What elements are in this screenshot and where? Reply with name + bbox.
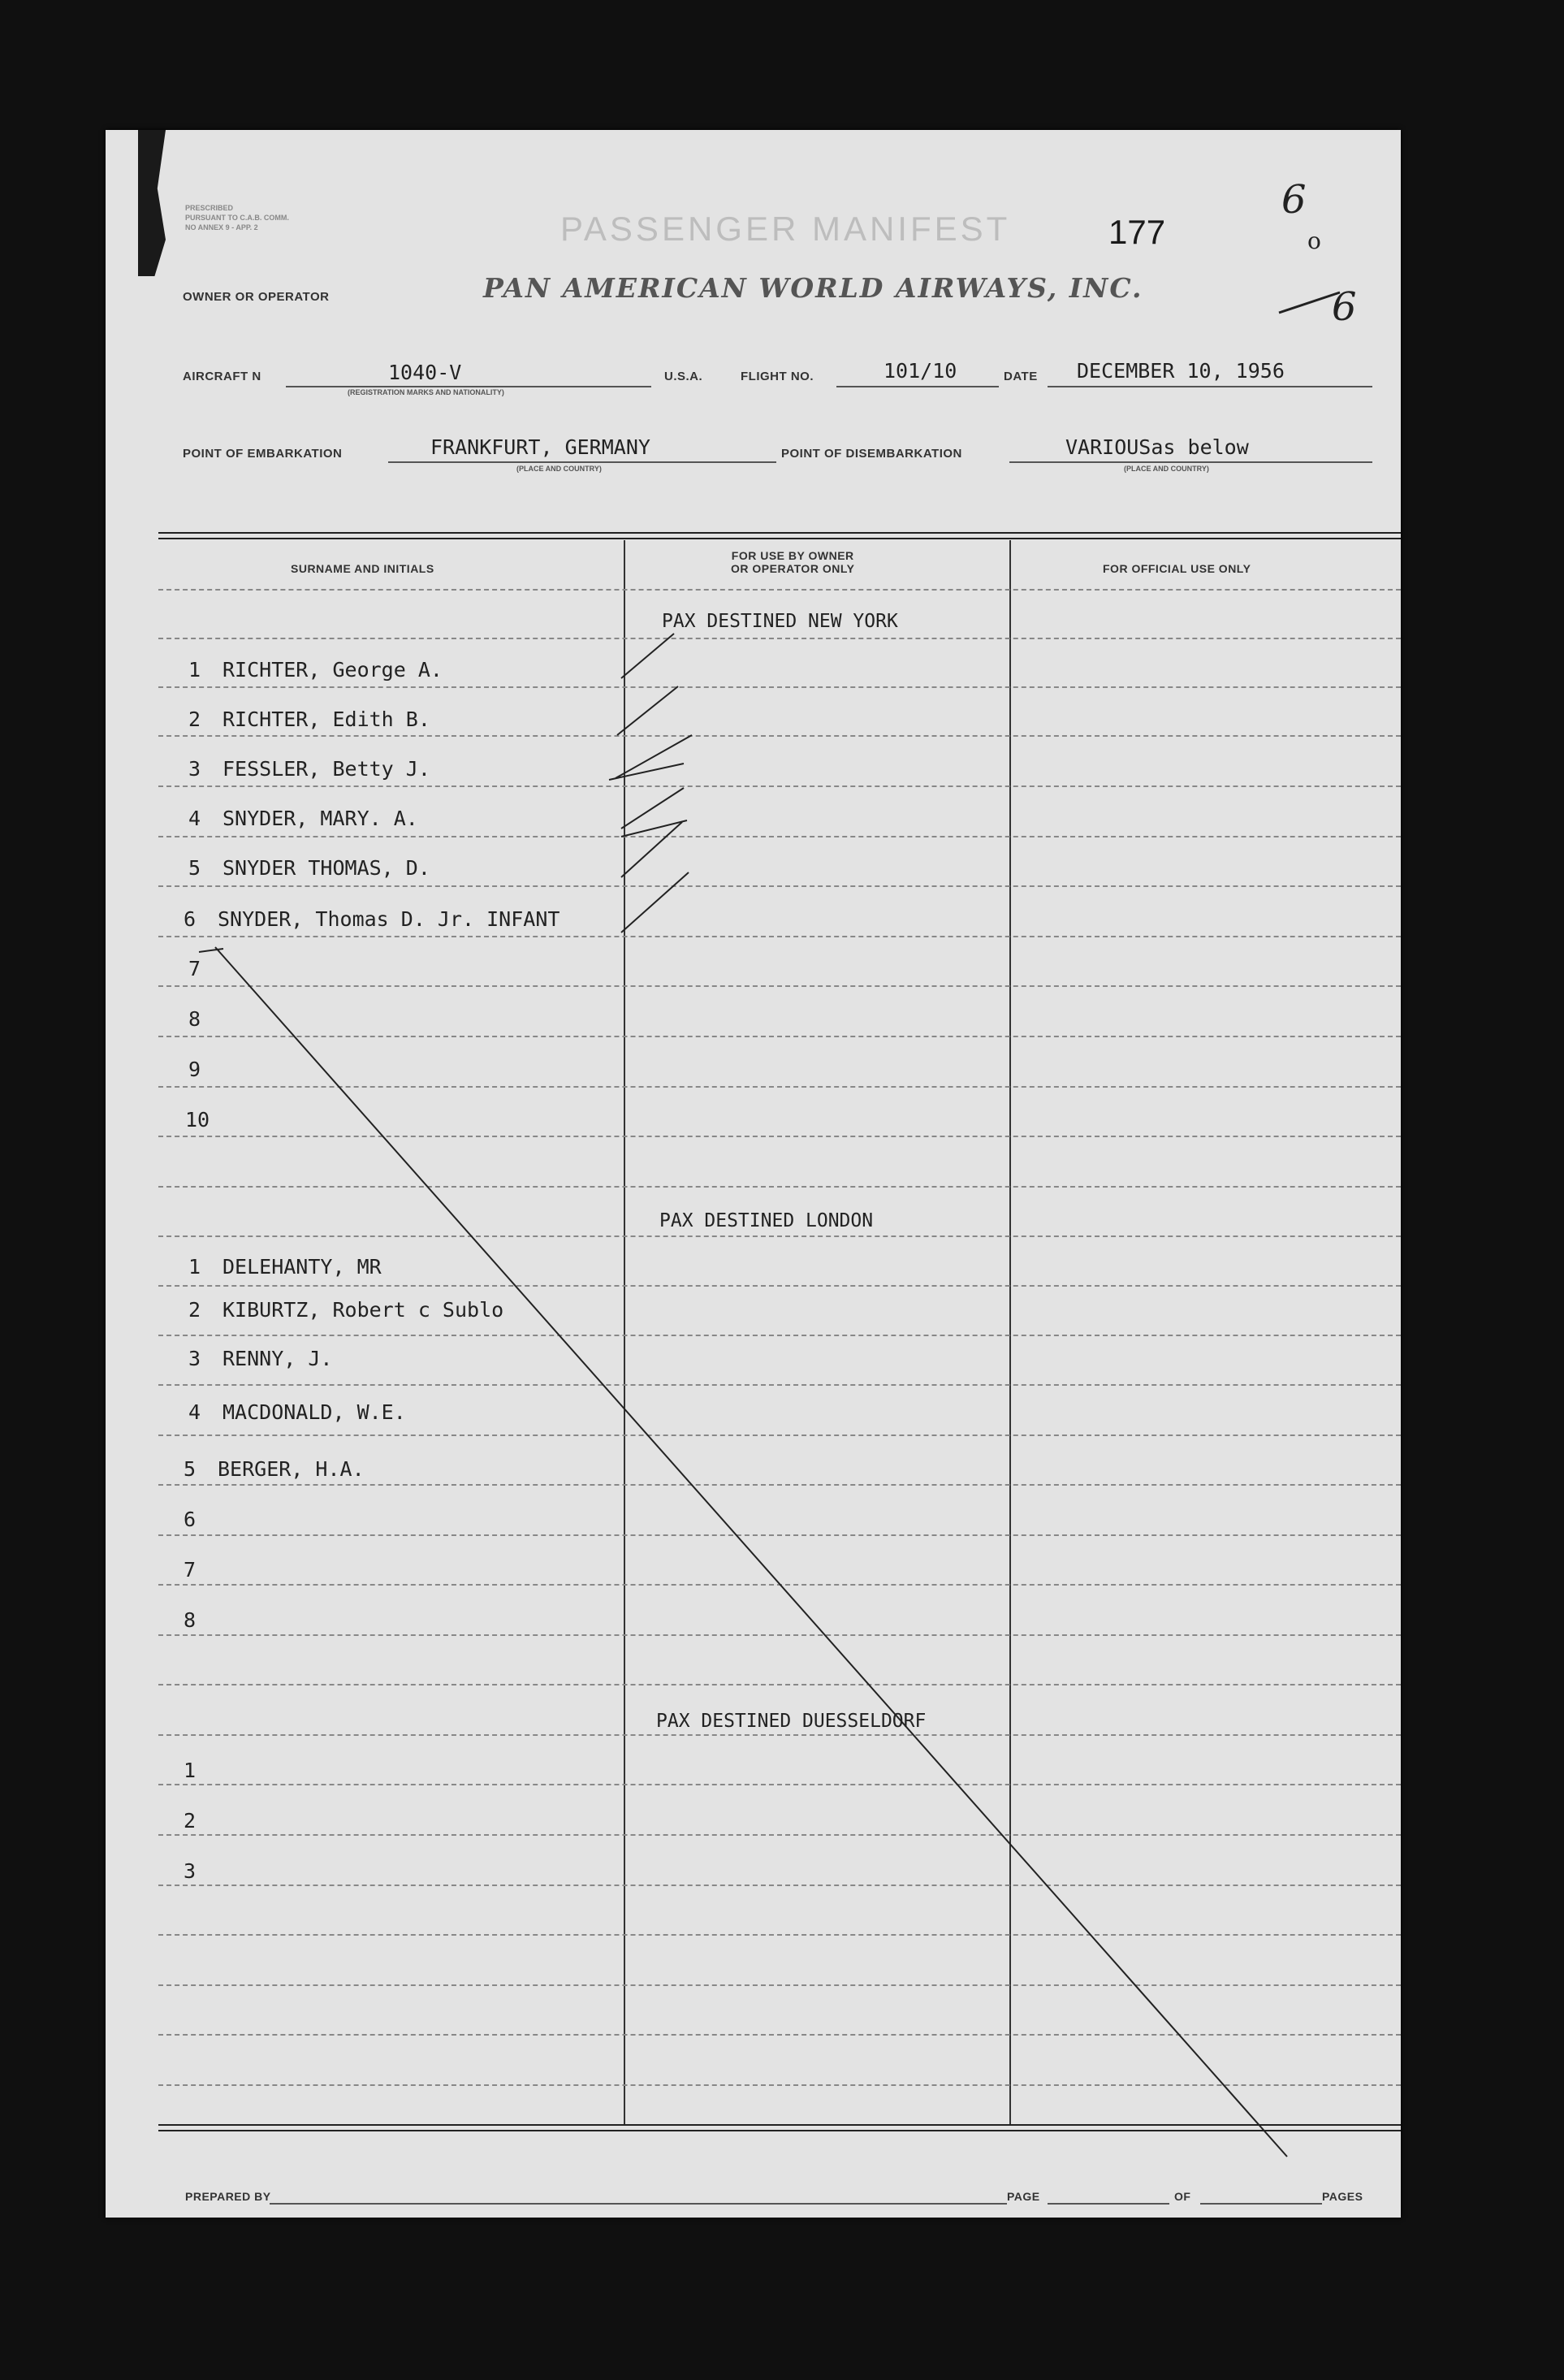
- date-value: DECEMBER 10, 1956: [1077, 359, 1285, 383]
- list-item: 1 RICHTER, George A.: [188, 658, 443, 682]
- page-label: PAGE: [1007, 2190, 1040, 2203]
- section-heading-duesseldorf: PAX DESTINED DUESSELDORF: [656, 1711, 927, 1732]
- owner-value: PAN AMERICAN WORLD AIRWAYS, INC.: [483, 272, 1143, 304]
- list-item: 7: [188, 957, 201, 980]
- disembark-value: VARIOUSas below: [1065, 435, 1249, 459]
- list-item: 6 SNYDER, Thomas D. Jr. INFANT: [184, 907, 560, 931]
- handwritten-note-top: 6: [1281, 177, 1307, 223]
- list-item: 5 SNYDER THOMAS, D.: [188, 856, 430, 880]
- of-label: OF: [1174, 2190, 1191, 2203]
- list-item: 2: [184, 1809, 197, 1833]
- embark-sublabel: (PLACE AND COUNTRY): [516, 465, 602, 473]
- owner-label: OWNER OR OPERATOR: [183, 290, 330, 304]
- list-item: 3: [184, 1859, 197, 1883]
- list-item: 9: [188, 1058, 201, 1081]
- list-item: 6: [184, 1508, 197, 1531]
- list-item: 1 DELEHANTY, MR: [188, 1255, 382, 1279]
- embark-label: POINT OF EMBARKATION: [183, 447, 343, 461]
- list-item: 8: [188, 1007, 201, 1031]
- aircraft-value: 1040-V: [388, 361, 462, 384]
- date-label: DATE: [1004, 370, 1038, 383]
- aircraft-sublabel: (REGISTRATION MARKS AND NATIONALITY): [348, 388, 504, 396]
- usa-label: U.S.A.: [664, 370, 703, 383]
- pages-label: PAGES: [1322, 2190, 1363, 2203]
- page-number-stamp: 177: [1108, 213, 1166, 251]
- handwritten-note-bottom: 6: [1332, 284, 1357, 330]
- list-item: 1: [184, 1759, 197, 1782]
- section-heading-new-york: PAX DESTINED NEW YORK: [662, 611, 898, 632]
- list-item: 3 RENNY, J.: [188, 1347, 333, 1370]
- embark-value: FRANKFURT, GERMANY: [430, 435, 650, 459]
- disembark-sublabel: (PLACE AND COUNTRY): [1124, 465, 1209, 473]
- aircraft-label: AIRCRAFT N: [183, 370, 261, 383]
- list-item: 4 SNYDER, MARY. A.: [188, 807, 418, 830]
- prepared-by-label: PREPARED BY: [185, 2190, 271, 2203]
- form-stamp: PRESCRIBED PURSUANT TO C.A.B. COMM. NO ANNEX 9 - APP. 2: [185, 204, 289, 232]
- list-item: 3 FESSLER, Betty J.: [188, 757, 430, 781]
- column-header-owner-use: FOR USE BY OWNER OR OPERATOR ONLY: [731, 549, 855, 575]
- column-header-official-use: FOR OFFICIAL USE ONLY: [1103, 562, 1251, 575]
- list-item: 2 KIBURTZ, Robert c Sublo: [188, 1298, 504, 1322]
- disembark-label: POINT OF DISEMBARKATION: [781, 447, 962, 461]
- flight-label: FLIGHT NO.: [741, 370, 814, 383]
- flight-value: 101/10: [884, 359, 957, 383]
- list-item: 4 MACDONALD, W.E.: [188, 1400, 406, 1424]
- list-item: 5 BERGER, H.A.: [184, 1457, 365, 1481]
- form-title: PASSENGER MANIFEST: [560, 210, 1011, 248]
- list-item: 2 RICHTER, Edith B.: [188, 708, 430, 731]
- column-header-surname: SURNAME AND INITIALS: [291, 562, 434, 575]
- list-item: 10: [185, 1108, 210, 1132]
- list-item: 8: [184, 1608, 197, 1632]
- section-heading-london: PAX DESTINED LONDON: [659, 1210, 874, 1231]
- handwritten-note-mid: o: [1307, 227, 1321, 254]
- list-item: 7: [184, 1558, 197, 1582]
